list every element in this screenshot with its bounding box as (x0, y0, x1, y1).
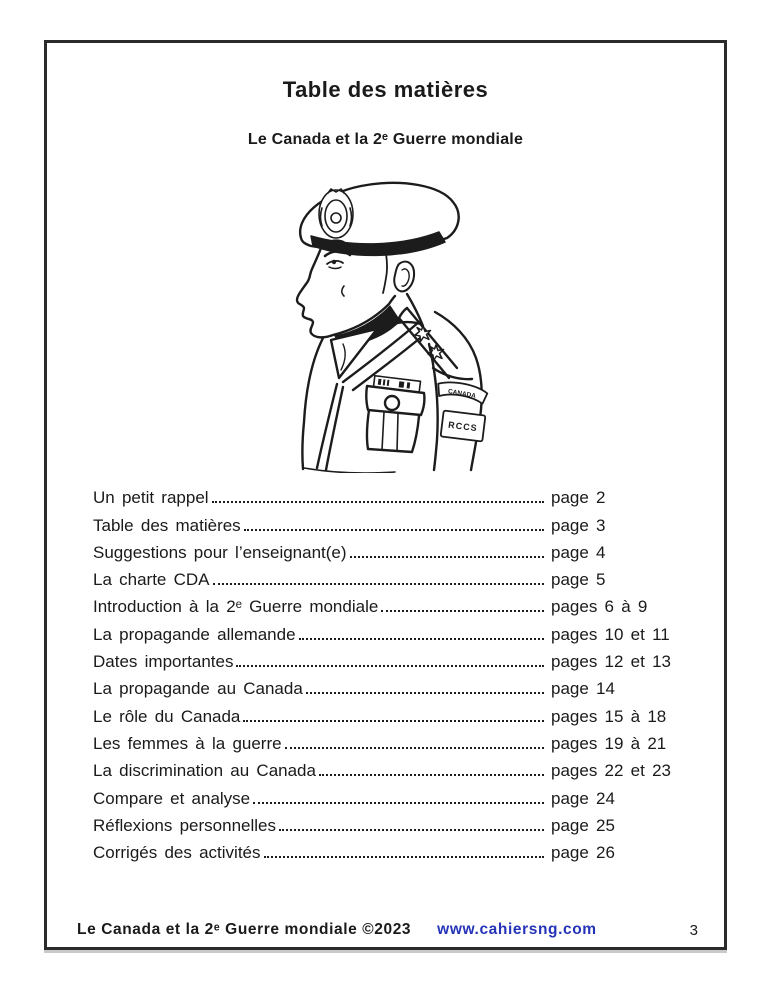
page-subtitle: Le Canada et la 2ᵉ Guerre mondiale (247, 131, 524, 148)
toc-label: Table des matières (93, 515, 241, 535)
toc-label: Réflexions personnelles (93, 815, 276, 835)
dotted-leader (243, 720, 544, 722)
toc-page: page 14 (551, 679, 615, 699)
dotted-leader (212, 501, 544, 503)
toc-label: Introduction à la 2ᵉ Guerre mondiale (93, 597, 379, 617)
dotted-leader (279, 829, 544, 831)
toc-page: page 3 (551, 515, 606, 535)
toc-page: page 24 (551, 788, 615, 808)
toc-label: La propagande au Canada (93, 679, 303, 699)
page-footer (47, 915, 724, 945)
dotted-leader (236, 665, 544, 667)
beret-badge-icon (319, 189, 353, 238)
dotted-leader (264, 856, 544, 858)
toc-label: Dates importantes (93, 652, 234, 672)
dotted-leader (253, 802, 544, 804)
toc-row (93, 539, 693, 566)
dotted-leader (285, 747, 544, 749)
soldier-drawing (273, 171, 503, 473)
toc-page: page 2 (551, 488, 606, 508)
footer-website-link[interactable]: www.cahiersng.com (437, 921, 597, 938)
toc-row (93, 593, 693, 620)
toc-page: page 5 (551, 570, 606, 590)
canada-patch-label: CANADA (447, 388, 477, 400)
page-number: 3 (689, 921, 698, 939)
toc-row (93, 675, 693, 702)
toc-page: pages 19 à 21 (551, 733, 667, 753)
toc-page: pages 12 et 13 (551, 652, 671, 672)
toc-label: La discrimination au Canada (93, 761, 316, 781)
dotted-leader (319, 774, 544, 776)
toc-label: La propagande allemande (93, 624, 296, 644)
footer-copyright: Le Canada et la 2ᵉ Guerre mondiale ©2023 (77, 921, 412, 938)
toc-page: page 4 (551, 542, 606, 562)
toc-row (93, 730, 693, 757)
toc-row (93, 484, 693, 511)
toc-page: page 26 (551, 843, 615, 863)
toc-row (93, 757, 693, 784)
toc-label: Les femmes à la guerre (93, 733, 282, 753)
dotted-leader (306, 692, 544, 694)
dotted-leader (244, 529, 544, 531)
toc-row (93, 702, 693, 729)
toc-row (93, 511, 693, 538)
toc-row (93, 648, 693, 675)
dotted-leader (299, 638, 544, 640)
toc-row (93, 784, 693, 811)
dotted-leader (381, 610, 544, 612)
toc-row (93, 839, 693, 866)
unit-patch (441, 411, 486, 442)
table-of-contents (93, 484, 693, 866)
toc-row (93, 812, 693, 839)
soldier-illustration (273, 171, 503, 473)
dotted-leader (350, 556, 544, 558)
page-title: Table des matières (282, 77, 489, 102)
dotted-leader (213, 583, 545, 585)
document-page (44, 40, 727, 950)
toc-label: La charte CDA (93, 570, 210, 590)
toc-page: pages 15 à 18 (551, 706, 667, 726)
toc-page: pages 6 à 9 (551, 597, 648, 617)
unit-patch-label: RCCS (447, 419, 479, 434)
toc-label: Le rôle du Canada (93, 706, 241, 726)
toc-row (93, 566, 693, 593)
toc-page: pages 22 et 23 (551, 761, 671, 781)
toc-label: Compare et analyse (93, 788, 251, 808)
toc-label: Corrigés des activités (93, 843, 261, 863)
toc-row (93, 620, 693, 647)
toc-label: Un petit rappel (93, 488, 209, 508)
toc-page: pages 10 et 11 (551, 624, 670, 644)
toc-label: Suggestions pour l’enseignant(e) (93, 542, 347, 562)
toc-page: page 25 (551, 815, 615, 835)
